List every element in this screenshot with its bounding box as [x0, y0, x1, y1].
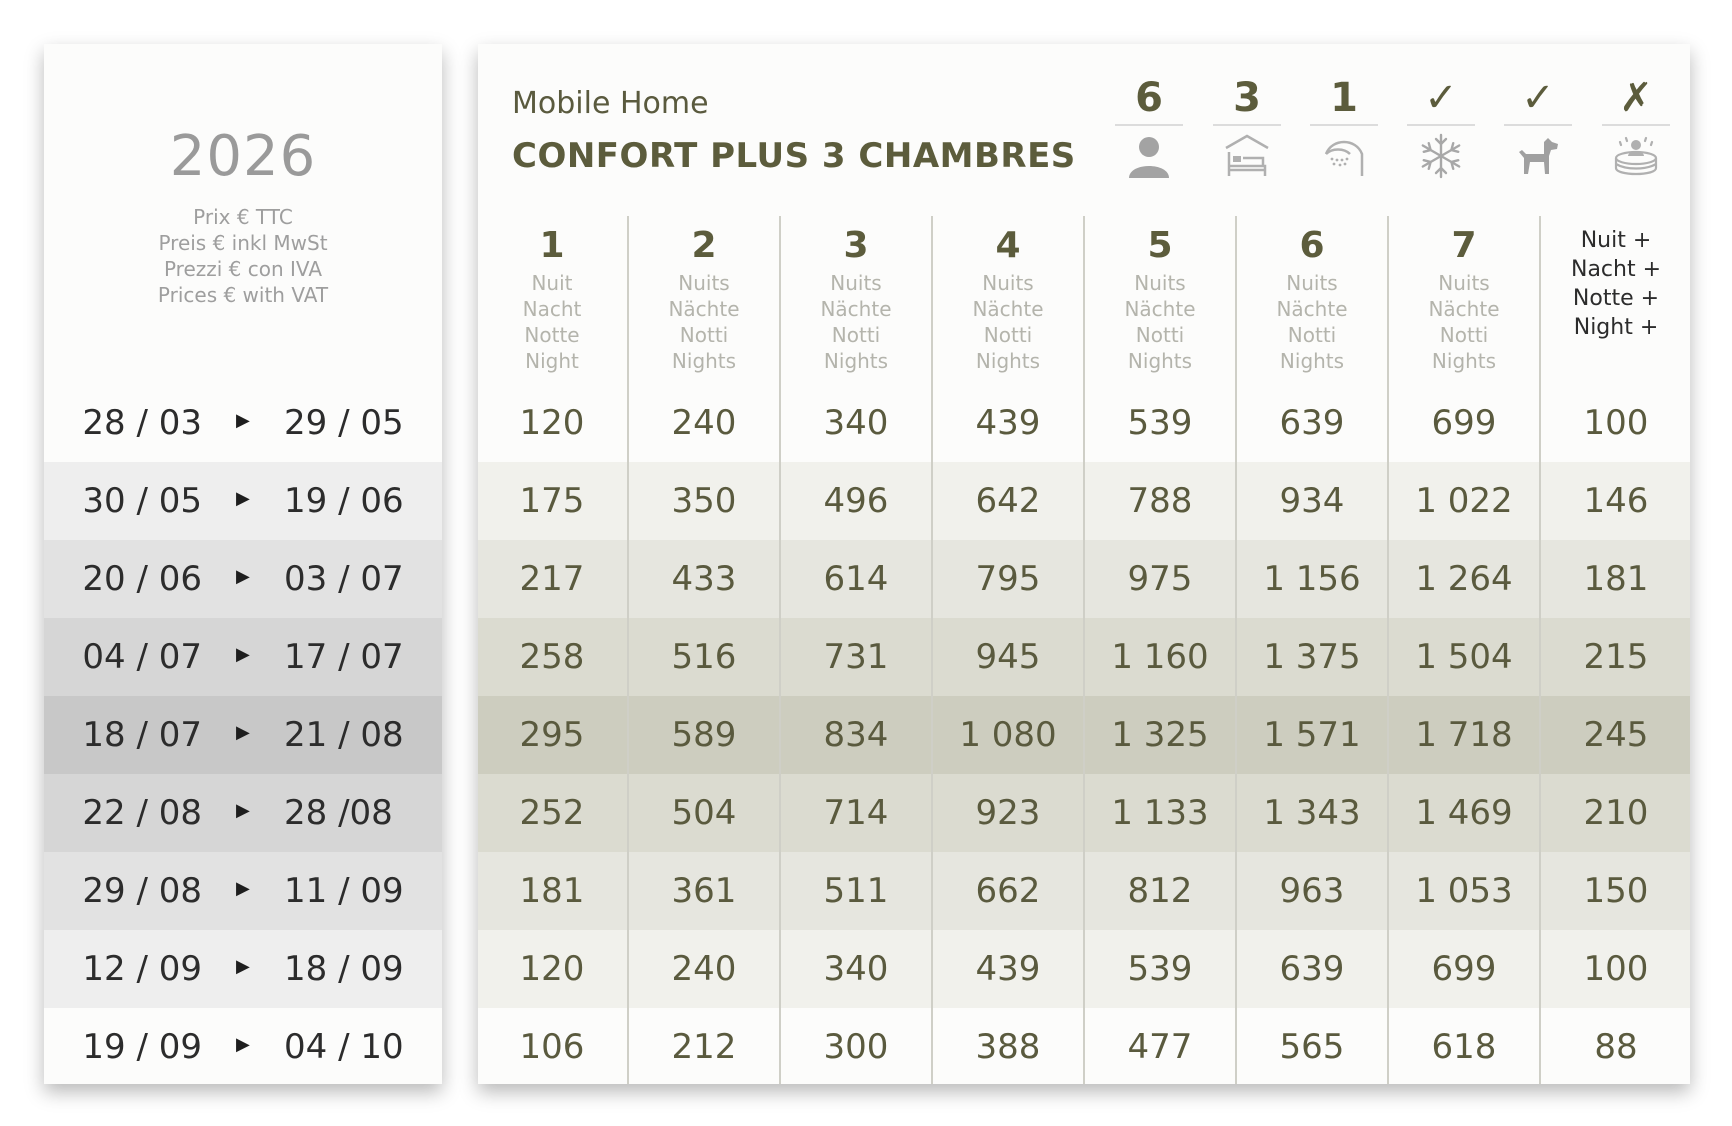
price-cell: 439 [975, 949, 1041, 989]
nights-label: Notti [983, 323, 1033, 347]
price-cell: 618 [1431, 1027, 1497, 1067]
nights-label: Nächte [972, 297, 1044, 321]
nights-label: Nächte [1276, 297, 1348, 321]
price-cell: 217 [519, 559, 585, 599]
nights-label: Nächte [1124, 297, 1196, 321]
price-cell: 350 [671, 481, 737, 521]
vat-line-fr: Prix € TTC [193, 205, 293, 229]
extra-night-price: 210 [1583, 793, 1649, 833]
nights-label: Notti [831, 323, 881, 347]
column-header-1-nights [478, 222, 627, 374]
period-row [44, 930, 442, 1008]
price-cell: 511 [823, 871, 889, 911]
price-cell: 439 [975, 403, 1041, 443]
price-cell: 934 [1279, 481, 1345, 521]
product-subtitle: Mobile Home [512, 86, 709, 121]
nights-label: Nights [1431, 349, 1497, 373]
price-cell: 699 [1431, 949, 1497, 989]
snowflake-icon [1403, 132, 1479, 182]
price-cell: 1 053 [1415, 871, 1513, 911]
price-cell: 516 [671, 637, 737, 677]
nights-label: Nuits [982, 271, 1034, 295]
nights-count: 6 [1299, 225, 1325, 266]
price-cell: 699 [1431, 403, 1497, 443]
arrow-right-icon: ▶ [236, 410, 250, 431]
column-header-2-nights [629, 222, 779, 374]
period-start: 04 / 07 [82, 637, 202, 677]
period-end: 21 / 08 [284, 715, 404, 755]
price-cell: 1 375 [1263, 637, 1361, 677]
price-cell: 388 [975, 1027, 1041, 1067]
nights-label: Nächte [820, 297, 892, 321]
price-cell: 361 [671, 871, 737, 911]
vat-line-en: Prices € with VAT [157, 283, 329, 307]
period-start: 18 / 07 [82, 715, 202, 755]
feature-value: 6 [1115, 72, 1183, 126]
period-row [44, 696, 442, 774]
period-start: 19 / 09 [82, 1027, 202, 1067]
period-row [44, 384, 442, 462]
price-cell: 258 [519, 637, 585, 677]
nights-label: Nuit [531, 271, 573, 295]
price-cell: 1 133 [1111, 793, 1209, 833]
year-heading: 2026 [169, 124, 317, 189]
price-cell: 496 [823, 481, 889, 521]
period-row [44, 462, 442, 540]
price-cell: 963 [1279, 871, 1345, 911]
period-end: 29 / 05 [284, 403, 404, 443]
price-cell: 340 [823, 949, 889, 989]
price-cell: 714 [823, 793, 889, 833]
nights-label: Notte [524, 323, 580, 347]
column-header-4-nights [933, 222, 1083, 374]
extra-night-price: 100 [1583, 949, 1649, 989]
price-cell: 1 343 [1263, 793, 1361, 833]
nights-label: Nächte [1428, 297, 1500, 321]
price-cell: 1 160 [1111, 637, 1209, 677]
period-end: 17 / 07 [284, 637, 404, 677]
period-start: 20 / 06 [82, 559, 202, 599]
nights-label: Nuits [1134, 271, 1186, 295]
period-start: 12 / 09 [82, 949, 202, 989]
column-header-extra-night [1541, 226, 1690, 342]
extra-night-label: Night + [1573, 315, 1659, 340]
nights-label: Nuits [1286, 271, 1338, 295]
extra-night-label: Nuit + [1580, 228, 1652, 253]
extra-night-price: 88 [1594, 1027, 1638, 1067]
price-table [478, 44, 1690, 1084]
price-cell: 1 022 [1415, 481, 1513, 521]
period-row [44, 774, 442, 852]
arrow-right-icon: ▶ [236, 878, 250, 899]
nights-count: 5 [1147, 225, 1173, 266]
period-end: 04 / 10 [284, 1027, 404, 1067]
period-end: 28 /08 [284, 793, 393, 833]
nights-label: Notti [679, 323, 729, 347]
extra-night-label: Nacht + [1570, 257, 1662, 282]
nights-label: Nights [1127, 349, 1193, 373]
period-panel [44, 44, 442, 1084]
price-cell: 433 [671, 559, 737, 599]
period-row [44, 1008, 442, 1084]
price-cell: 614 [823, 559, 889, 599]
feature-value: ✓ [1504, 72, 1572, 126]
feature-value: ✗ [1602, 72, 1670, 126]
price-cell: 1 156 [1263, 559, 1361, 599]
product-title: CONFORT PLUS 3 CHAMBRES [512, 136, 1076, 176]
dog-icon [1500, 132, 1576, 182]
feature-value: ✓ [1407, 72, 1475, 126]
vat-line-de: Preis € inkl MwSt [158, 231, 328, 255]
price-cell: 240 [671, 403, 737, 443]
price-cell: 504 [671, 793, 737, 833]
nights-count: 1 [539, 225, 565, 266]
price-cell: 975 [1127, 559, 1193, 599]
price-cell: 175 [519, 481, 585, 521]
price-cell: 1 504 [1415, 637, 1513, 677]
period-start: 22 / 08 [82, 793, 202, 833]
nights-label: Nächte [668, 297, 740, 321]
extra-night-price: 100 [1583, 403, 1649, 443]
price-cell: 945 [975, 637, 1041, 677]
column-header-3-nights [781, 222, 931, 374]
nights-label: Nuits [830, 271, 882, 295]
extra-night-price: 146 [1583, 481, 1649, 521]
period-start: 30 / 05 [82, 481, 202, 521]
nights-label: Nights [823, 349, 889, 373]
nights-label: Nights [975, 349, 1041, 373]
period-end: 03 / 07 [284, 559, 404, 599]
extra-night-label: Notte + [1572, 286, 1660, 311]
feature-shower [1306, 72, 1382, 182]
period-end: 19 / 06 [284, 481, 404, 521]
nights-label: Night [525, 349, 579, 373]
arrow-right-icon: ▶ [236, 488, 250, 509]
period-row [44, 618, 442, 696]
arrow-right-icon: ▶ [236, 722, 250, 743]
feature-snowflake [1403, 72, 1479, 182]
price-cell: 539 [1127, 403, 1193, 443]
price-cell: 1 718 [1415, 715, 1513, 755]
column-header-6-nights [1237, 222, 1387, 374]
bed-icon [1209, 132, 1285, 182]
price-cell: 639 [1279, 949, 1345, 989]
period-end: 11 / 09 [284, 871, 404, 911]
period-row [44, 540, 442, 618]
price-cell: 106 [519, 1027, 585, 1067]
price-cell: 1 571 [1263, 715, 1361, 755]
nights-label: Nights [671, 349, 737, 373]
hot-tub-icon [1598, 132, 1674, 182]
column-divider [1539, 216, 1541, 1084]
price-cell: 477 [1127, 1027, 1193, 1067]
period-row [44, 852, 442, 930]
vat-line-it: Prezzi € con IVA [163, 257, 323, 281]
vat-notice [44, 204, 442, 308]
price-cell: 639 [1279, 403, 1345, 443]
price-cell: 212 [671, 1027, 737, 1067]
feature-person [1111, 72, 1187, 182]
extra-night-price: 245 [1583, 715, 1649, 755]
arrow-right-icon: ▶ [236, 956, 250, 977]
arrow-right-icon: ▶ [236, 1034, 250, 1055]
feature-value: 3 [1213, 72, 1281, 126]
price-cell: 731 [823, 637, 889, 677]
price-cell: 1 469 [1415, 793, 1513, 833]
shower-icon [1306, 132, 1382, 182]
nights-label: Notti [1287, 323, 1337, 347]
price-cell: 240 [671, 949, 737, 989]
nights-count: 2 [691, 225, 717, 266]
price-cell: 565 [1279, 1027, 1345, 1067]
price-cell: 662 [975, 871, 1041, 911]
nights-label: Notti [1439, 323, 1489, 347]
nights-count: 4 [995, 225, 1021, 266]
price-cell: 252 [519, 793, 585, 833]
price-cell: 834 [823, 715, 889, 755]
person-icon [1111, 132, 1187, 182]
nights-label: Nights [1279, 349, 1345, 373]
period-start: 29 / 08 [82, 871, 202, 911]
nights-label: Nuits [1438, 271, 1490, 295]
price-cell: 812 [1127, 871, 1193, 911]
price-cell: 589 [671, 715, 737, 755]
arrow-right-icon: ▶ [236, 644, 250, 665]
extra-night-price: 181 [1583, 559, 1649, 599]
price-cell: 120 [519, 949, 585, 989]
price-cell: 300 [823, 1027, 889, 1067]
price-cell: 1 080 [959, 715, 1057, 755]
period-end: 18 / 09 [284, 949, 404, 989]
nights-label: Notti [1135, 323, 1185, 347]
price-cell: 788 [1127, 481, 1193, 521]
feature-value: 1 [1310, 72, 1378, 126]
price-cell: 539 [1127, 949, 1193, 989]
nights-count: 7 [1451, 225, 1477, 266]
price-cell: 120 [519, 403, 585, 443]
nights-count: 3 [843, 225, 869, 266]
nights-label: Nuits [678, 271, 730, 295]
column-header-7-nights [1389, 222, 1539, 374]
arrow-right-icon: ▶ [236, 800, 250, 821]
feature-dog [1500, 72, 1576, 182]
nights-label: Nacht [522, 297, 582, 321]
column-header-5-nights [1085, 222, 1235, 374]
feature-bed [1209, 72, 1285, 182]
extra-night-price: 215 [1583, 637, 1649, 677]
arrow-right-icon: ▶ [236, 566, 250, 587]
price-cell: 642 [975, 481, 1041, 521]
price-cell: 1 325 [1111, 715, 1209, 755]
price-cell: 295 [519, 715, 585, 755]
extra-night-price: 150 [1583, 871, 1649, 911]
price-cell: 1 264 [1415, 559, 1513, 599]
price-cell: 340 [823, 403, 889, 443]
feature-hot-tub [1598, 72, 1674, 182]
price-cell: 181 [519, 871, 585, 911]
price-cell: 923 [975, 793, 1041, 833]
period-start: 28 / 03 [82, 403, 202, 443]
price-cell: 795 [975, 559, 1041, 599]
